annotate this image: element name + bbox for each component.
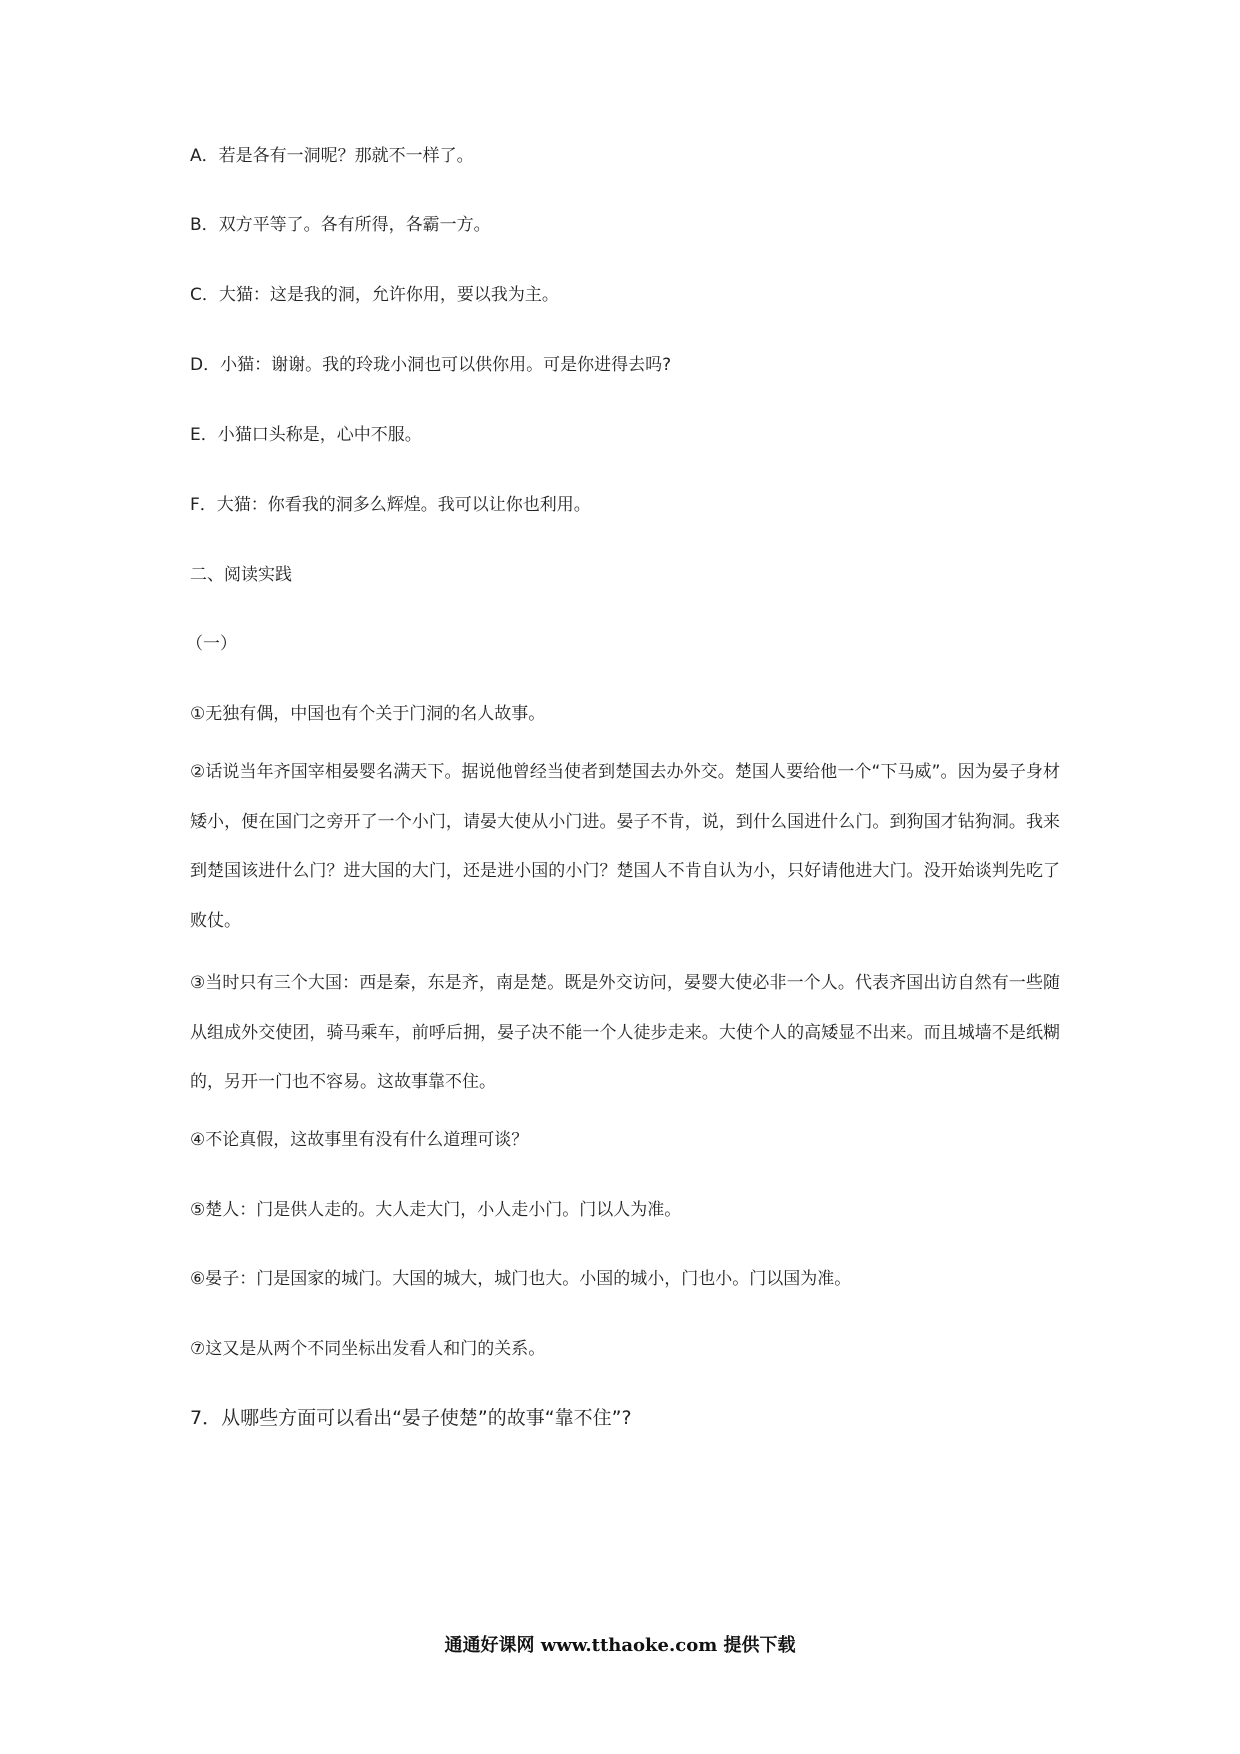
option-c: C．大猫：这是我的洞，允许你用，要以我为主。	[190, 285, 559, 305]
paragraph-6: ⑥晏子：门是国家的城门。大国的城大，城门也大。小国的城小，门也小。门以国为准。	[190, 1269, 852, 1289]
paragraph-1: ①无独有偶，中国也有个关于门洞的名人故事。	[190, 704, 546, 724]
paragraph-4: ④不论真假，这故事里有没有什么道理可谈？	[190, 1130, 529, 1150]
paragraph-5: ⑤楚人：门是供人走的。大人走大门，小人走小门。门以人为准。	[190, 1200, 682, 1220]
paragraph-7: ⑦这又是从两个不同坐标出发看人和门的关系。	[190, 1339, 546, 1359]
question-7: 7．从哪些方面可以看出“晏子使楚”的故事“靠不住”?	[190, 1407, 632, 1429]
option-d: D．小猫：谢谢。我的玲珑小洞也可以供你用。可是你进得去吗?	[190, 355, 672, 375]
option-b: B．双方平等了。各有所得，各霸一方。	[190, 215, 491, 235]
subsection-heading: （一）	[186, 634, 237, 654]
option-f: F．大猫：你看我的洞多么辉煌。我可以让你也利用。	[190, 495, 591, 515]
paragraph-3: ③当时只有三个大国：西是秦，东是齐，南是楚。既是外交访问，晏婴大使必非一个人。代表齐国出访自然有一些随从组成外交使团，骑马乘车，前呼后拥，晏子决不能一个人徒步走来。大使个人的高矮显不出来。而且城墙不是纸糊的，另开一门也不容易。这故事靠不住。	[190, 973, 1060, 1092]
option-e: E．小猫口头称是，心中不服。	[190, 425, 422, 445]
section-heading: 二、阅读实践	[190, 565, 292, 585]
option-a: A．若是各有一洞呢？那就不一样了。	[190, 146, 474, 166]
page-footer: 通通好课网 www.tthaoke.com 提供下载	[444, 1635, 796, 1656]
paragraph-2: ②话说当年齐国宰相晏婴名满天下。据说他曾经当使者到楚国去办外交。楚国人要给他一个“下马威”。因为晏子身材矮小，便在国门之旁开了一个小门，请晏大使从小门进。晏子不肯，说，到什么国进什么门。到狗国才钻狗洞。我来到楚国该进什么门？进大国的大门，还是进小国的小门？楚国人不肯自认为小，只好请他进大门。没开始谈判先吃了败仗。	[190, 762, 1060, 931]
